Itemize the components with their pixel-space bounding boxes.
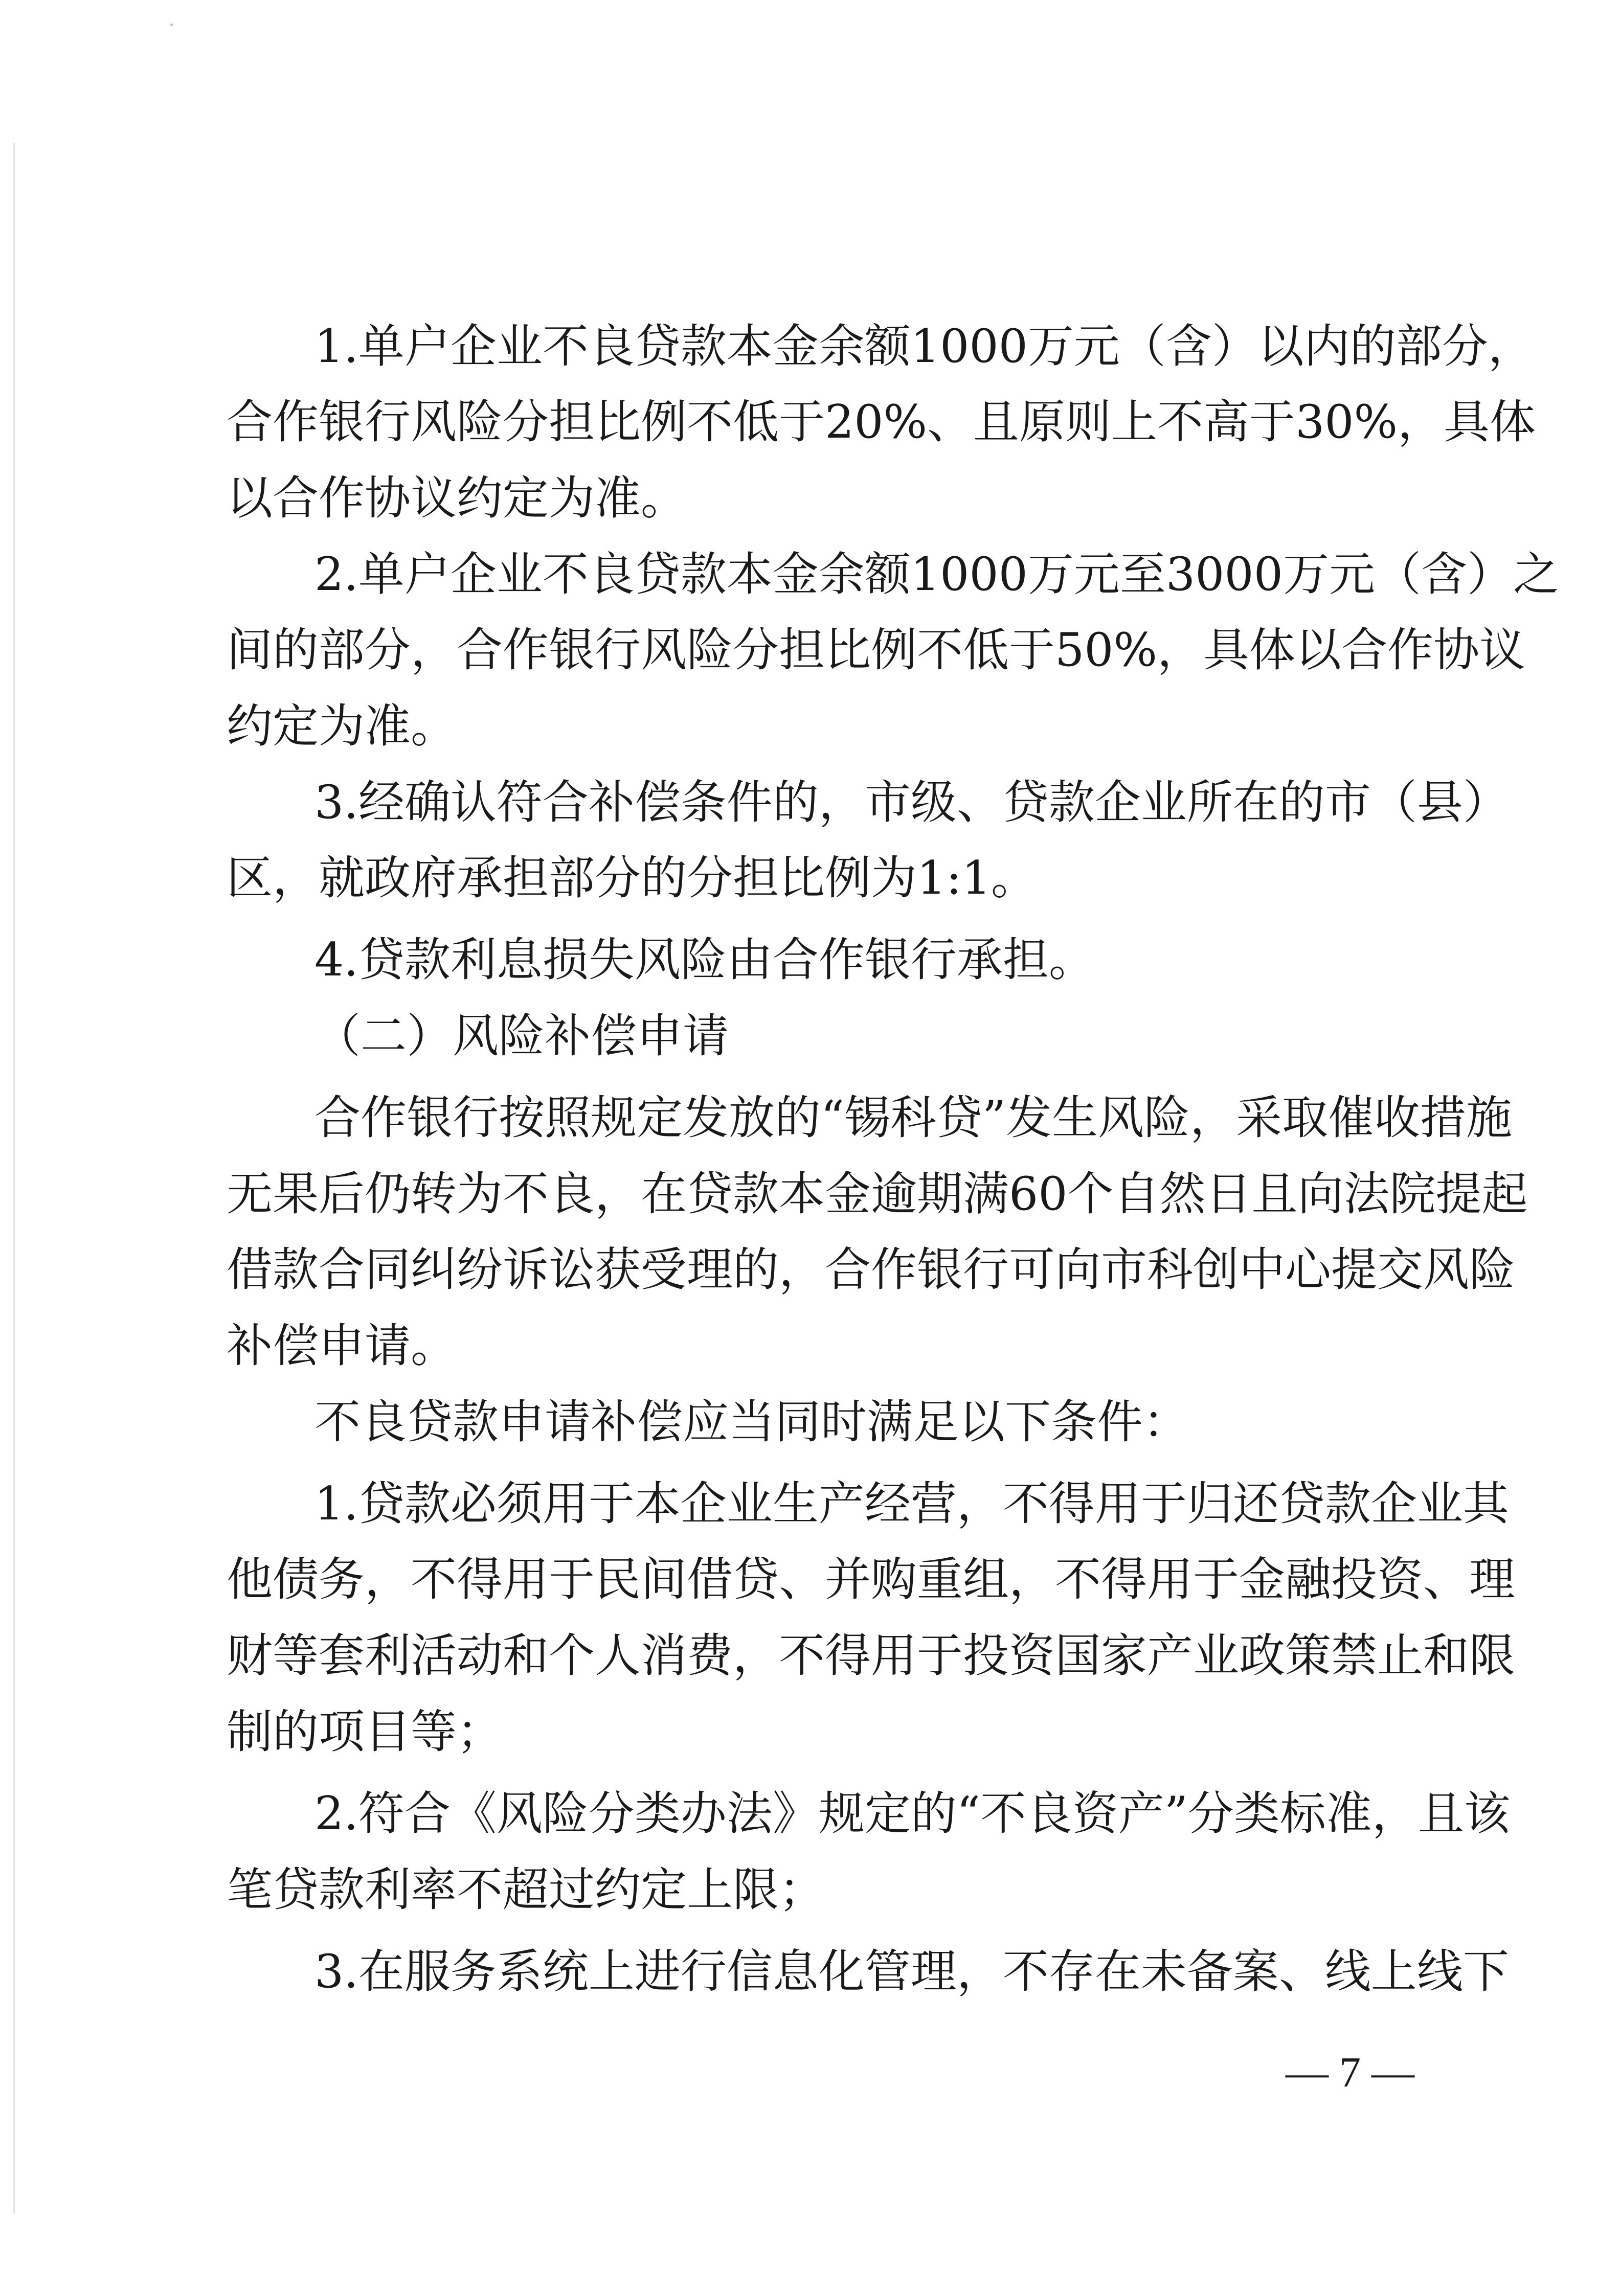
- text-line: 补偿申请。: [227, 1319, 457, 1373]
- page-number: — 7 —: [1286, 2049, 1414, 2096]
- text-line: 借款合同纠纷诉讼获受理的，合作银行可向市科创中心提交风险: [227, 1243, 1515, 1297]
- text-line: 1.贷款必须用于本企业生产经营，不得用于归还贷款企业其: [314, 1477, 1509, 1531]
- text-line: 2.单户企业不良贷款本金余额1000万元至3000万元（含）之: [314, 548, 1559, 601]
- text-line: 1.单户企业不良贷款本金余额1000万元（含）以内的部分，: [314, 320, 1534, 373]
- text-line: 间的部分，合作银行风险分担比例不低于50%，具体以合作协议: [227, 623, 1526, 677]
- text-line: 合作银行风险分担比例不低于20%、且原则上不高于30%，具体: [227, 395, 1536, 449]
- text-line: 3.经确认符合补偿条件的，市级、贷款企业所在的市（县）: [314, 776, 1509, 829]
- text-line: 区，就政府承担部分的分担比例为1:1。: [227, 851, 1037, 905]
- scan-speck: [170, 24, 173, 26]
- text-line: 不良贷款申请补偿应当同时满足以下条件：: [314, 1395, 1189, 1449]
- text-line: 4.贷款利息损失风险由合作银行承担。: [314, 933, 1095, 987]
- text-line: 制的项目等；: [227, 1705, 503, 1759]
- text-line: 无果后仍转为不良，在贷款本金逾期满60个自然日且向法院提起: [227, 1167, 1528, 1221]
- text-line: 约定为准。: [227, 699, 457, 753]
- section-heading: （二）风险补偿申请: [314, 1009, 729, 1063]
- text-line: 合作银行按照规定发放的“锡科贷”发生风险，采取催收措施: [314, 1091, 1513, 1145]
- text-line: 财等套利活动和个人消费，不得用于投资国家产业政策禁止和限: [227, 1629, 1515, 1683]
- text-line: 2.符合《风险分类办法》规定的“不良资产”分类标准，且该: [314, 1787, 1510, 1840]
- text-line: 他债务，不得用于民间借贷、并购重组，不得用于金融投资、理: [227, 1553, 1515, 1606]
- text-line: 3.在服务系统上进行信息化管理，不存在未备案、线上线下: [314, 1945, 1509, 1998]
- text-line: 笔贷款利率不超过约定上限；: [227, 1863, 825, 1917]
- text-line: 以合作协议约定为准。: [227, 471, 687, 525]
- scan-edge-line: [13, 143, 15, 2214]
